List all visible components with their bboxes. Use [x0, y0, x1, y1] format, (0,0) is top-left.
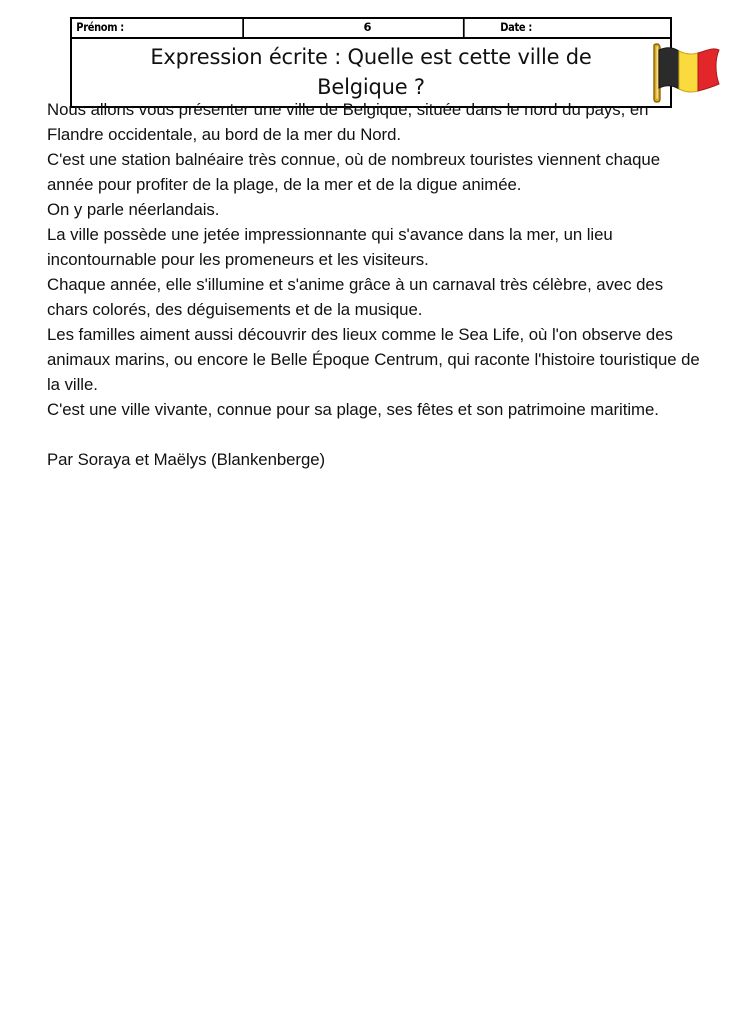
- date-cell[interactable]: [496, 19, 646, 37]
- paragraph: Les familles aiment aussi découvrir des lieux comme le Sea Life, où l'on observe des animaux marins, ou encore le Belle Époque Centrum, qui raconte l'histoire touristique de la ville.: [47, 325, 700, 394]
- paragraph: On y parle néerlandais.: [47, 200, 220, 219]
- header-table: [70, 17, 672, 108]
- page-number-label: 6: [363, 20, 372, 35]
- paragraph: Nous allons vous présenter une ville de Belgique, située dans le nord du pays, en Flandre occidentale, au bord de la mer du Nord.: [47, 100, 649, 144]
- body-text: [47, 97, 707, 472]
- paragraph: La ville possède une jetée impressionnante qui s'avance dans la mer, un lieu incontournable pour les promeneurs et les visiteurs.: [47, 225, 613, 269]
- paragraph: Chaque année, elle s'illumine et s'anime grâce à un carnaval très célèbre, avec des chars colorés, des déguisements et de la musique.: [47, 275, 664, 319]
- paragraph: C'est une station balnéaire très connue, où de nombreux touristes viennent chaque année pour profiter de la plage, de la mer et de la digue animée.: [47, 150, 660, 194]
- prenom-label: Prénom :: [76, 20, 124, 35]
- date-label: Date :: [500, 20, 532, 35]
- header-fields-row: [72, 19, 670, 39]
- prenom-cell[interactable]: [72, 19, 244, 37]
- paragraph: C'est une ville vivante, connue pour sa plage, ses fêtes et son patrimoine maritime.: [47, 400, 659, 419]
- title-row: [72, 39, 670, 106]
- page-number-cell: [272, 19, 465, 37]
- page-title: Expression écrite : Quelle est cette ville de Belgique ?: [150, 44, 592, 99]
- belgium-flag-icon: [648, 41, 726, 103]
- signature: Par Soraya et Maëlys (Blankenberge): [47, 450, 326, 469]
